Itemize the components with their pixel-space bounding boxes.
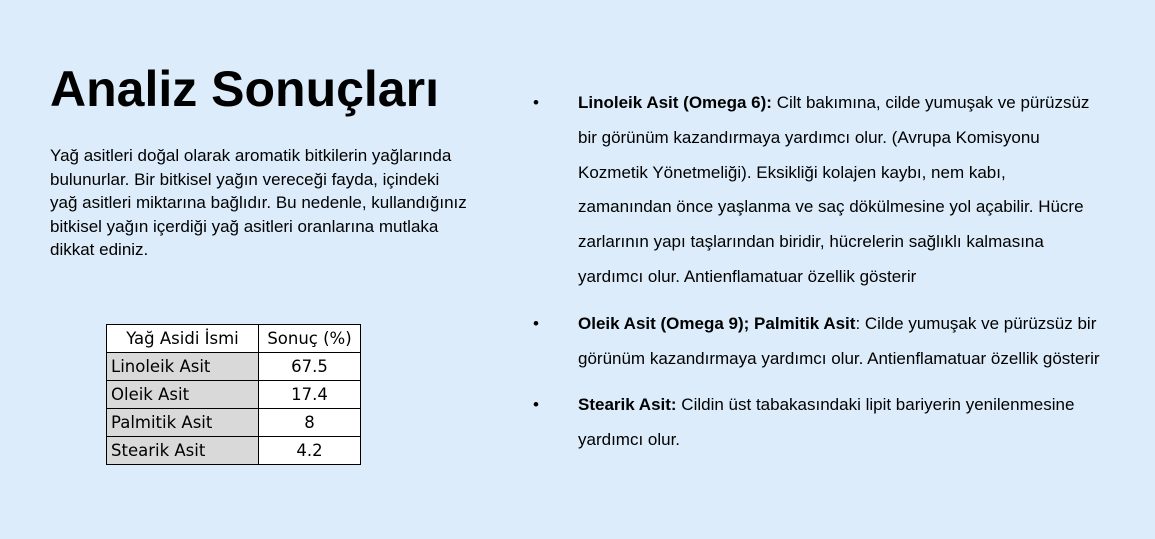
- list-item: [530, 86, 1100, 295]
- bullet-text: Cildin üst tabakasındaki lipit bariyerin yenilenmesine yardımcı olur.: [578, 395, 1075, 450]
- acid-value-cell: 4.2: [259, 437, 361, 465]
- bullet-icon: •: [533, 395, 539, 415]
- table-row: [107, 409, 361, 437]
- bullet-term: Stearik Asit:: [578, 395, 677, 415]
- page-title: Analiz Sonuçları: [50, 61, 439, 117]
- table-row: [107, 381, 361, 409]
- table-row: [107, 437, 361, 465]
- column-header-result: Sonuç (%): [259, 325, 361, 353]
- acid-name-cell: Oleik Asit: [107, 381, 259, 409]
- bullet-term: Oleik Asit (Omega 9); Palmitik Asit: [578, 313, 856, 333]
- bullet-icon: •: [533, 93, 539, 112]
- bullet-text: Cilt bakımına, cilde yumuşak ve pürüzsüz bir görünüm kazandırmaya yardımcı olur. (Avrupa Komisyonu Kozmetik Yönetmeliği). Eksikliği kolajen kaybı, nem kabı, zamanından önce yaşlanma ve saç dökülmesine yol açabilir. Hücre zarlarının yapı taşlarından biridir, hücrelerin sağlıklı kalmasına yardımcı olur. Antienflamatuar özellik gösterir: [578, 93, 1090, 286]
- intro-paragraph: Yağ asitleri doğal olarak aromatik bitkilerin yağlarında bulunurlar. Bir bitkisel yağın vereceği fayda, içindeki yağ asitleri miktarına bağlıdır. Bu nedenle, kullandığınız bitkisel yağın içerdiği yağ asitleri oranlarına mutlaka dikkat ediniz.: [50, 146, 467, 259]
- acid-name-cell: Linoleik Asit: [107, 353, 259, 381]
- bullet-text: : Cilde yumuşak ve pürüzsüz bir görünüm kazandırmaya yardımcı olur. Antienflamatuar özellik gösterir: [578, 313, 1100, 368]
- acid-value-cell: 17.4: [259, 381, 361, 409]
- table-row: [107, 353, 361, 381]
- column-header-name: Yağ Asidi İsmi: [107, 325, 259, 353]
- acid-name-cell: Stearik Asit: [107, 437, 259, 465]
- acid-value-cell: 67.5: [259, 353, 361, 381]
- acid-value-cell: 8: [259, 409, 361, 437]
- fatty-acid-table: [106, 324, 361, 465]
- bullet-term: Linoleik Asit (Omega 6):: [578, 93, 772, 112]
- bullet-icon: •: [533, 313, 539, 333]
- fatty-acid-bullet-list: [530, 86, 1100, 458]
- list-item: [530, 307, 1100, 377]
- acid-name-cell: Palmitik Asit: [107, 409, 259, 437]
- table-header-row: [107, 325, 361, 353]
- list-item: [530, 388, 1100, 458]
